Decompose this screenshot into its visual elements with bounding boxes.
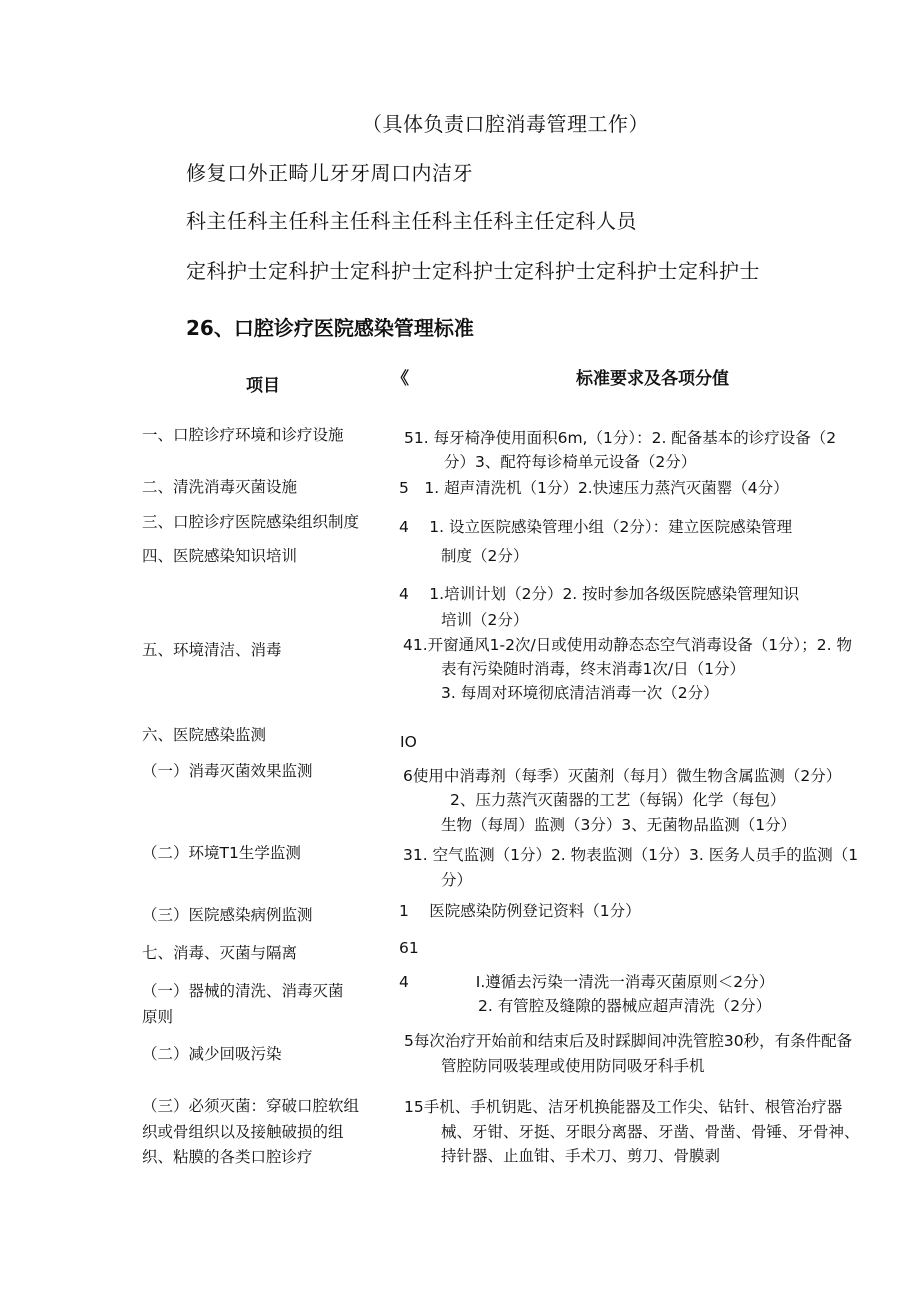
standard-text: 51. 每牙椅净使用面积6m,（1分）：2. 配备基本的诊疗设备（2 — [404, 429, 837, 447]
standard-text: 5每次治疗开始前和结束后及时踩脚间冲洗管腔30秒，有条件配备 — [404, 1032, 853, 1050]
item-label: （一）器械的清洗、消毒灭菌 — [142, 982, 344, 1000]
item-label: （三）必须灭菌：穿破口腔软组 — [142, 1097, 360, 1115]
column-header-standard: 标准要求及各项分值 — [576, 369, 729, 389]
column-header-mark: 《 — [392, 369, 409, 389]
section-heading: 26、口腔诊疗医院感染管理标准 — [186, 316, 474, 340]
item-label: 三、口腔诊疗医院感染组织制度 — [142, 513, 360, 531]
item-label: 织或骨组织以及接触破损的组 — [142, 1123, 344, 1141]
standard-text: 61 — [399, 939, 419, 957]
item-label: 一、口腔诊疗环境和诊疗设施 — [142, 426, 344, 444]
standard-text: 2、压力蒸汽灭菌器的工艺（每锅）化学（每包） — [450, 791, 786, 809]
item-label: （二）减少回吸污染 — [142, 1045, 282, 1063]
item-label: （三）医院感染病例监测 — [142, 906, 313, 924]
item-label: 五、环境清洁、消毒 — [142, 641, 282, 659]
standard-text: 4 I.遵循去污染一清洗一消毒灭菌原则＜2分） — [399, 973, 775, 991]
intro-nurses-line: 定科护士定科护士定科护士定科护士定科护士定科护士定科护士 — [186, 259, 760, 283]
standard-text: 4 1.培训计划（2分）2. 按时参加各级医院感染管理知识 — [399, 585, 800, 603]
item-label: 四、医院感染知识培训 — [142, 547, 298, 565]
standard-text: 15手机、手机钥匙、洁牙机换能器及工作尖、钻针、根管治疗器 — [404, 1098, 843, 1116]
standard-text: 制度（2分） — [441, 547, 529, 565]
item-label: （一）消毒灭菌效果监测 — [142, 762, 313, 780]
standard-text: 1 医院感染防例登记资料（1分） — [399, 902, 641, 920]
item-label: （二）环境T1生学监测 — [142, 844, 301, 862]
standard-text: 分） — [441, 871, 473, 889]
intro-note: （具体负责口腔消毒管理工作） — [362, 112, 649, 136]
column-header-item: 项目 — [246, 376, 280, 396]
standard-text: 6使用中消毒剂（每季）灭菌剂（每月）微生物含属监测（2分） — [403, 767, 842, 785]
standard-text: 5 1. 超声清洗机（1分）2.快速压力蒸汽灭菌罂（4分） — [399, 479, 789, 497]
standard-text: 4 1. 设立医院感染管理小组（2分）：建立医院感染管理 — [399, 518, 793, 536]
standard-text: 械、牙钳、牙挺、牙眼分离器、牙凿、骨凿、骨锤、牙骨神、 — [441, 1123, 860, 1141]
item-label: 二、清洗消毒灭菌设施 — [142, 478, 298, 496]
standard-text: 持针器、止血钳、手术刀、剪刀、骨膜剥 — [441, 1147, 721, 1165]
standard-text: 生物（每周）监测（3分）3、无菌物品监测（1分） — [441, 816, 797, 834]
item-label: 织、粘膜的各类口腔诊疗 — [142, 1148, 313, 1166]
standard-text: IO — [400, 733, 417, 751]
item-label: 原则 — [142, 1008, 174, 1026]
standard-text: 管腔防同吸装理或使用防同吸牙科手机 — [441, 1057, 705, 1075]
standard-text: 培训（2分） — [441, 611, 529, 629]
standard-text: 3. 每周对环境彻底清洁消毒一次（2分） — [441, 684, 719, 702]
standard-text: 表有污染随时消毒，终末消毒1次/日（1分） — [441, 660, 745, 678]
intro-directors-line: 科主任科主任科主任科主任科主任科主任定科人员 — [186, 209, 637, 233]
item-label: 七、消毒、灭菌与隔离 — [142, 944, 298, 962]
item-label: 六、医院感染监测 — [142, 726, 267, 744]
standard-text: 41.开窗通风1-2次/日或使用动静态态空气消毒设备（1分）；2. 物 — [403, 636, 853, 654]
standard-text: 31. 空气监测（1分）2. 物表监测（1分）3. 医务人员手的监测（1 — [403, 846, 859, 864]
standard-text: 2. 有管腔及缝隙的器械应超声清洗（2分） — [478, 997, 772, 1015]
standard-text: 分）3、配符每诊椅单元设备（2分） — [444, 453, 697, 471]
intro-departments-line: 修复口外正畸儿牙牙周口内洁牙 — [186, 161, 473, 185]
